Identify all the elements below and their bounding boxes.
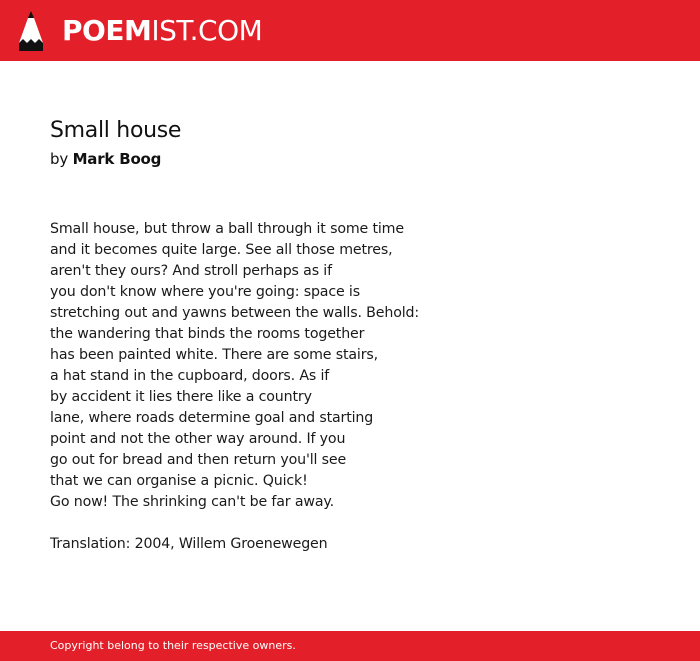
poem-line: by accident it lies there like a country bbox=[50, 389, 312, 405]
byline bbox=[50, 149, 650, 169]
poem-line: aren't they ours? And stroll perhaps as if bbox=[50, 263, 332, 279]
author-name: Mark Boog bbox=[72, 150, 162, 168]
poem-line: go out for bread and then return you'll see bbox=[50, 452, 347, 468]
poem-line: Go now! The shrinking can't be far away. bbox=[50, 494, 334, 510]
poem-line: a hat stand in the cupboard, doors. As if bbox=[50, 368, 330, 384]
poem-line: Small house, but throw a ball through it some time bbox=[50, 221, 404, 237]
poem-line: and it becomes quite large. See all those metres, bbox=[50, 242, 393, 258]
copyright-text: Copyright belong to their respective owners. bbox=[50, 639, 296, 652]
poem-line: that we can organise a picnic. Quick! bbox=[50, 473, 308, 489]
poem-body bbox=[50, 219, 650, 513]
translation-credit: Translation: 2004, Willem Groenewegen bbox=[50, 536, 328, 552]
logo-text-bold: POEM bbox=[62, 14, 152, 47]
site-header bbox=[0, 0, 700, 61]
pencil-icon bbox=[16, 9, 46, 53]
poem-content bbox=[50, 113, 650, 555]
poem-title: Small house bbox=[50, 118, 182, 143]
site-logo-link[interactable] bbox=[16, 9, 262, 53]
poem-line: the wandering that binds the rooms together bbox=[50, 326, 365, 342]
by-label: by bbox=[50, 150, 68, 168]
logo-text-light: IST.COM bbox=[151, 14, 263, 47]
poem-line: point and not the other way around. If you bbox=[50, 431, 346, 447]
site-footer bbox=[0, 631, 700, 661]
poem-line: you don't know where you're going: space is bbox=[50, 284, 360, 300]
poem-line: has been painted white. There are some stairs, bbox=[50, 347, 378, 363]
poem-line: lane, where roads determine goal and starting bbox=[50, 410, 374, 426]
logo-wordmark bbox=[62, 9, 262, 53]
poem-line: stretching out and yawns between the walls. Behold: bbox=[50, 305, 419, 321]
